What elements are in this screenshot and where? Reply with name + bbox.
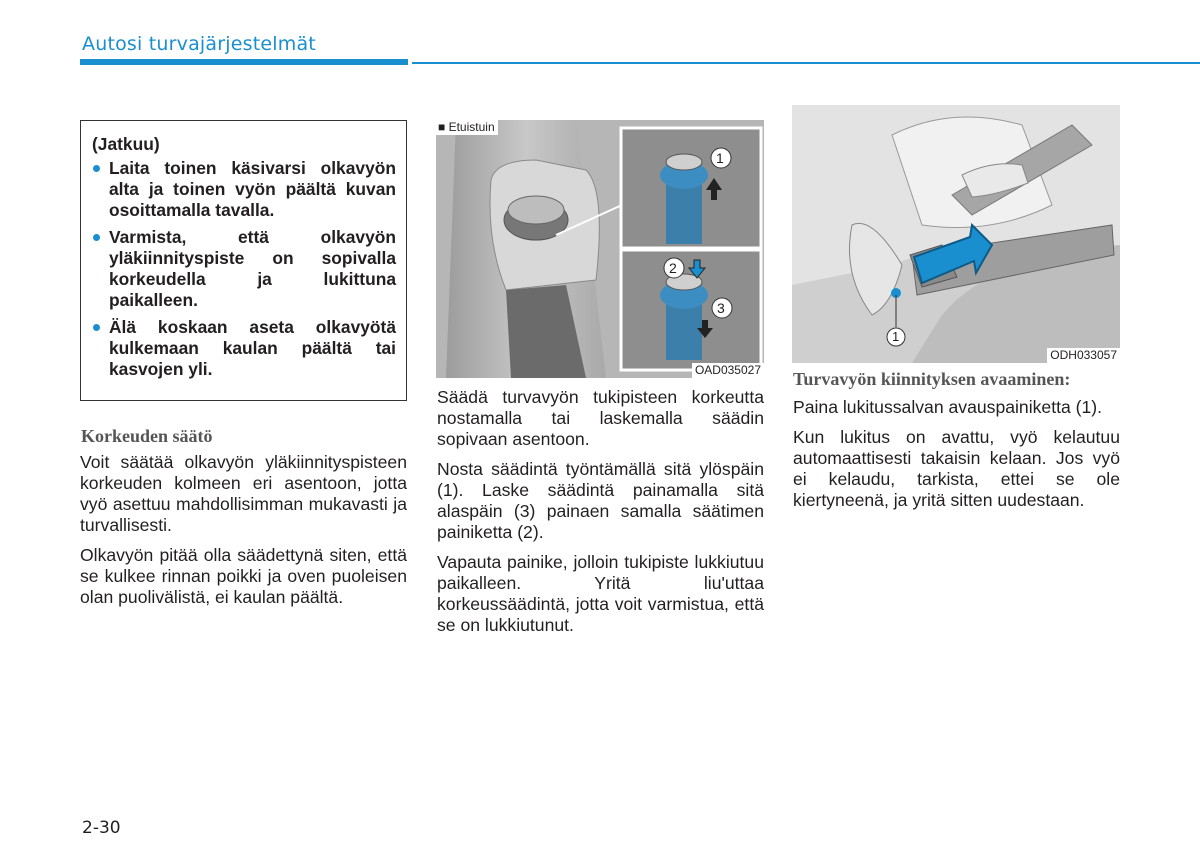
note-title: (Jatkuu)	[92, 134, 160, 154]
paragraph: Nosta säädintä työntämällä sitä ylöspäin (1). Laske säädintä painamalla sitä alaspäin (3) painaen samalla säätimen painiketta (2).	[437, 459, 764, 542]
height-adjust-heading: Korkeuden säätö	[81, 426, 213, 446]
figure-tag-text: Etuistuin	[448, 120, 495, 134]
figure-code: OAD035027	[692, 363, 764, 378]
paragraph: Voit säätää olkavyön yläkiinnityspisteen korkeuden kolmeen eri asentoon, jotta vyö asettuu mahdollisimman mukavasti ja turvallisesti.	[80, 452, 407, 535]
paragraph: Säädä turvavyön tukipisteen korkeutta nostamalla tai laskemalla säädin sopivaan asentoon.	[437, 387, 764, 449]
callout-2: 2	[669, 260, 677, 276]
square-icon: ■	[438, 120, 446, 134]
section-title: Autosi turvajärjestelmät	[82, 33, 316, 55]
header-rule-thick	[80, 59, 408, 65]
paragraph: Paina lukitussalvan avauspainiketta (1).	[793, 397, 1103, 417]
figure-tag	[436, 120, 498, 135]
release-text	[793, 397, 1120, 520]
paragraph: Vapauta painike, jolloin tukipiste lukkiutuu paikalleen. Yritä liu'uttaa korkeussäädintä, jotta voit varmistua, että se on lukkiutunut.	[437, 552, 764, 635]
adjust-instructions	[437, 387, 764, 645]
callout-1: 1	[892, 329, 900, 344]
belt-height-adjuster-figure	[436, 120, 764, 378]
continued-note-box	[80, 120, 407, 401]
page-number: 2-30	[82, 818, 121, 838]
buckle-illustration	[792, 105, 1120, 363]
paragraph: Kun lukitus on avattu, vyö kelautuu automaattisesti takaisin kelaan. Jos vyö ei kelaudu, tarkista, ettei se ole kiertyneenä, ja yritä sitten uudestaan.	[793, 427, 1120, 510]
figure-code: ODH033057	[1047, 348, 1120, 363]
note-bullet: Älä koskaan aseta olkavyötä kulkemaan kaulan päältä tai kasvojen yli.	[92, 317, 396, 380]
paragraph: Olkavyön pitää olla säädettynä siten, että se kulkee rinnan poikki ja oven puoleisen olan puolivälistä, ei kaulan päältä.	[80, 545, 407, 607]
note-bullet-list	[92, 158, 396, 380]
release-heading: Turvavyön kiinnityksen avaaminen:	[793, 369, 1071, 389]
height-adjust-text	[80, 452, 407, 617]
adjuster-illustration	[436, 120, 764, 378]
header-rule-thin	[412, 62, 1200, 64]
callout-3: 3	[717, 300, 725, 316]
note-bullet: Varmista, että olkavyön yläkiinnityspiste on sopivalla korkeudella ja lukittuna paikalleen.	[92, 227, 396, 311]
callout-1: 1	[716, 150, 724, 166]
buckle-release-figure	[792, 105, 1120, 363]
note-bullet: Laita toinen käsivarsi olkavyön alta ja toinen vyön päältä kuvan osoittamalla tavalla.	[92, 158, 396, 221]
